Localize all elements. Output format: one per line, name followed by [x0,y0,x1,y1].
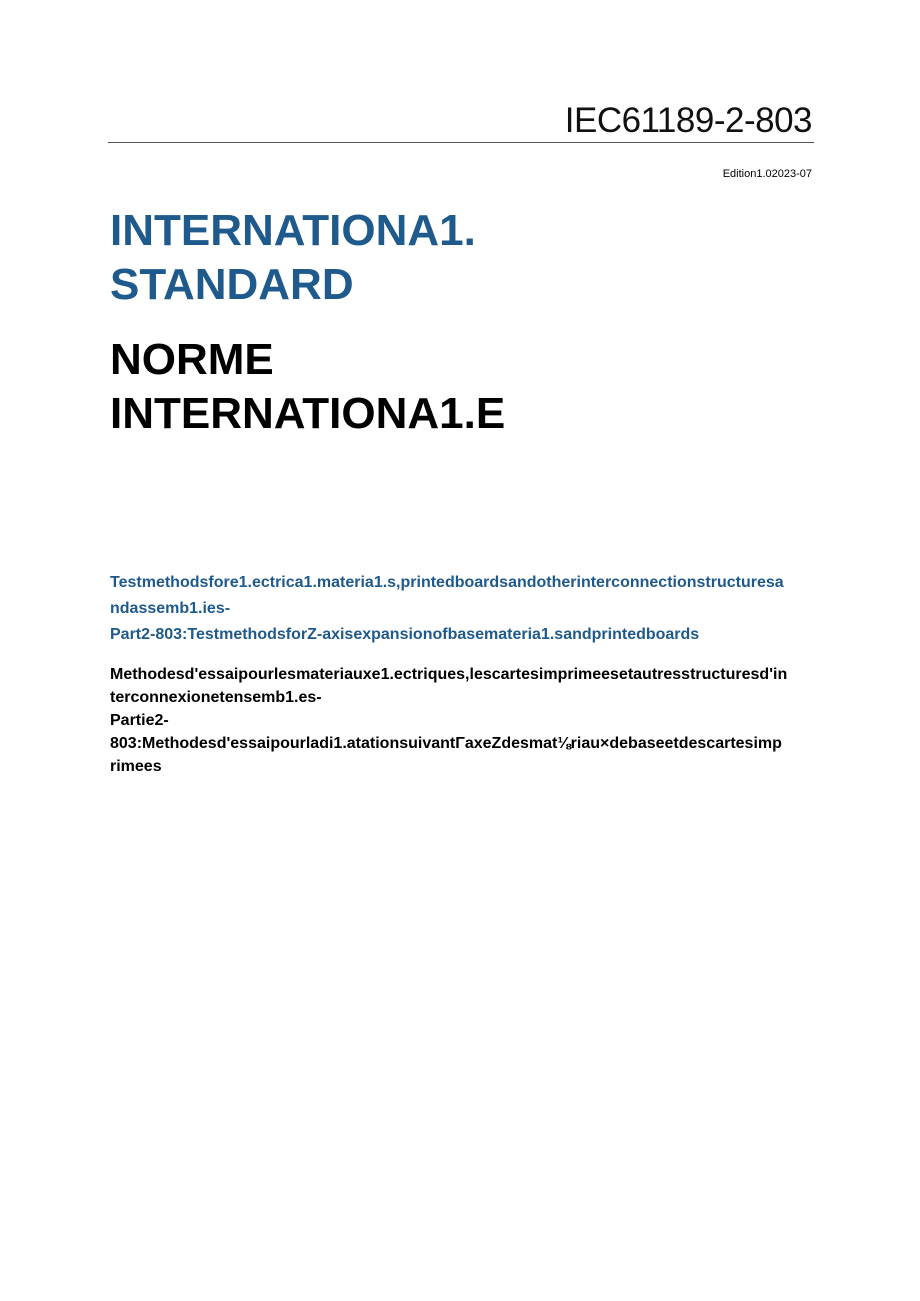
subtitle-french-line: Partie2- [110,712,169,729]
header-divider [108,142,814,143]
title-english-line: STANDARD [110,260,354,309]
subtitle-english-line: Testmethodsfore1.ectrica1.materia1.s,printedboardsandotherinterconnectionstructuresa [110,574,784,591]
subtitle-french-line: Methodesd'essaipourlesmateriauxe1.ectriques,lescartesimprimeesetautresstructuresd'in [110,666,788,683]
subtitle-english-line: ndassemb1.ies- [110,600,231,617]
title-english [110,204,476,312]
standard-number: IEC61189-2-803 [564,101,812,140]
subtitle-english-line: Part2-803:TestmethodsforZ-axisexpansionofbasemateria1.sandprintedboards [110,626,700,643]
subtitle-french [110,663,840,778]
title-french-line: NORME [110,335,274,384]
subtitle-french-line: terconnexionetensemb1.es- [110,689,322,706]
subtitle-french-line: 803:Methodesd'essaipourladi1.atationsuivantΓaxeZdesmat⅛riau×debaseetdescartesimp [110,735,782,752]
subtitle-english [110,570,840,648]
title-french [110,333,505,441]
edition-label: Edition1.02023-07 [722,168,812,180]
subtitle-french-line: rimees [110,758,162,775]
title-english-line: INTERNATIONA1. [110,206,476,255]
title-french-line: INTERNATIONA1.E [110,389,506,438]
